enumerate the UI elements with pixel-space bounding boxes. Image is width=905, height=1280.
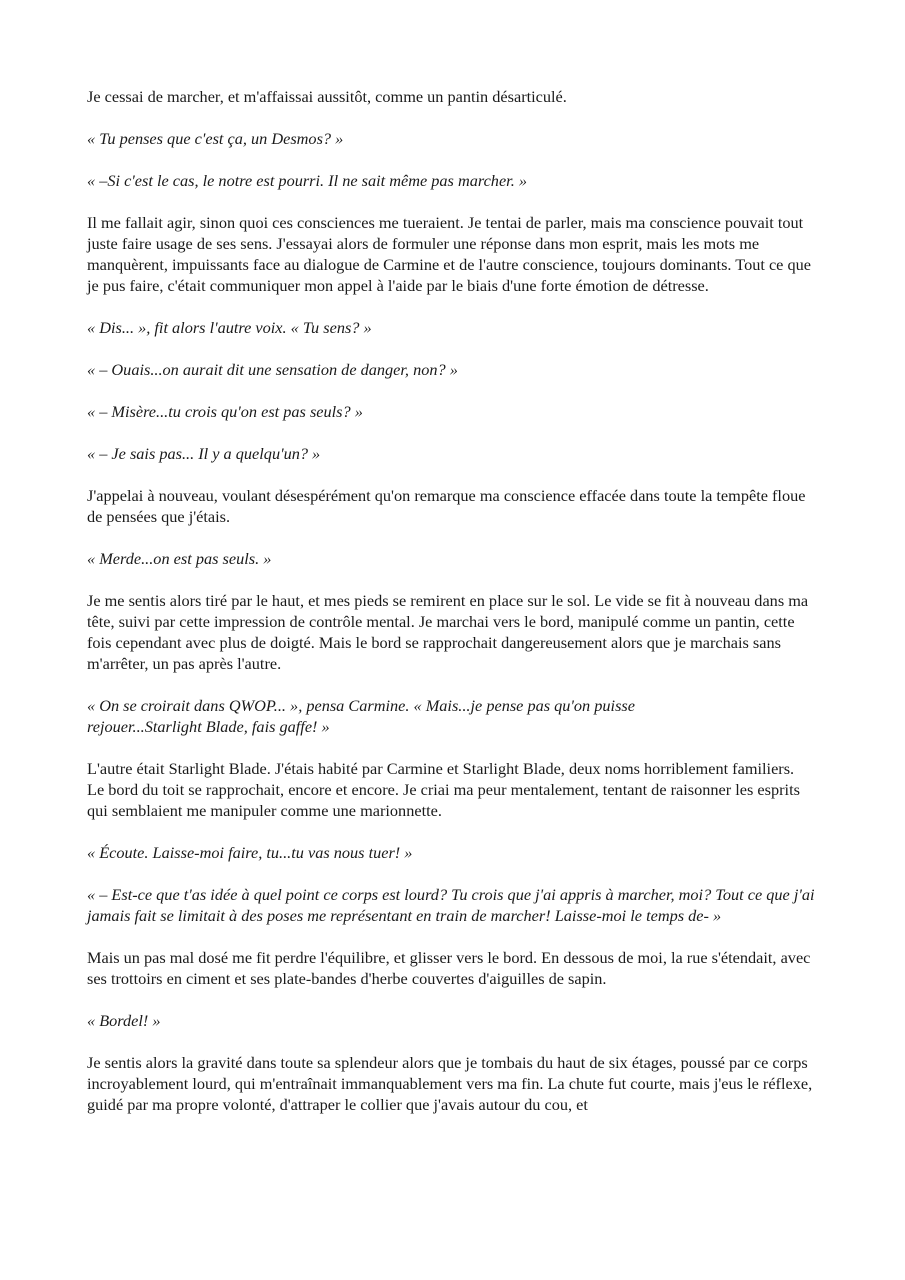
paragraph-dialogue: « On se croirait dans QWOP... », pensa Carmine. « Mais...je pense pas qu'on puisse rejouer...Starlight Blade, fais gaffe! » xyxy=(87,696,635,736)
paragraph-dialogue: « Dis... », fit alors l'autre voix. « Tu sens? » xyxy=(87,318,372,337)
paragraph-dialogue: « Merde...on est pas seuls. » xyxy=(87,549,272,568)
paragraph-narration: Je cessai de marcher, et m'affaissai aussitôt, comme un pantin désarticulé. xyxy=(87,87,567,106)
paragraph-dialogue: « – Misère...tu crois qu'on est pas seuls? » xyxy=(87,402,363,421)
paragraph-dialogue: « – Ouais...on aurait dit une sensation de danger, non? » xyxy=(87,360,458,379)
paragraph-narration: Je sentis alors la gravité dans toute sa splendeur alors que je tombais du haut de six étages, poussé par ce corps incroyablement lourd, qui m'entraînait immanquablement vers ma fin. La chute fut courte, mais j'eus le réflexe, guidé par ma propre volonté, d'attraper le collier que j'avais autour du cou, et xyxy=(87,1053,813,1114)
paragraph-dialogue: « – Je sais pas... Il y a quelqu'un? » xyxy=(87,444,321,463)
paragraph-dialogue: « –Si c'est le cas, le notre est pourri. Il ne sait même pas marcher. » xyxy=(87,171,527,190)
document-page xyxy=(87,86,822,1115)
paragraph-dialogue: « Bordel! » xyxy=(87,1011,161,1030)
paragraph-dialogue: « Écoute. Laisse-moi faire, tu...tu vas nous tuer! » xyxy=(87,843,413,862)
paragraph-narration: L'autre était Starlight Blade. J'étais habité par Carmine et Starlight Blade, deux noms horriblement familiers. Le bord du toit se rapprochait, encore et encore. Je criai ma peur mentalement, tentant de raisonner les esprits qui semblaient me manipuler comme une marionnette. xyxy=(87,759,800,820)
paragraph-narration: Je me sentis alors tiré par le haut, et mes pieds se remirent en place sur le sol. Le vide se fit à nouveau dans ma tête, suivi par cette impression de contrôle mental. Je marchai vers le bord, manipulé comme un pantin, cette fois cependant avec plus de doigté. Mais le bord se rapprochait dangereusement alors que je marchais sans m'arrêter, un pas après l'autre. xyxy=(87,591,809,673)
paragraph-narration: Il me fallait agir, sinon quoi ces consciences me tueraient. Je tentai de parler, mais ma conscience pouvait tout juste faire usage de ses sens. J'essayai alors de formuler une réponse dans mon esprit, mais les mots me manquèrent, impuissants face au dialogue de Carmine et de l'autre conscience, toujours dominants. Tout ce que je pus faire, c'était communiquer mon appel à l'aide par le biais d'une forte émotion de détresse. xyxy=(87,213,811,295)
paragraph-dialogue: « Tu penses que c'est ça, un Desmos? » xyxy=(87,129,344,148)
paragraph-dialogue: « – Est-ce que t'as idée à quel point ce corps est lourd? Tu crois que j'ai appris à marcher, moi? Tout ce que j'ai jamais fait se limitait à des poses me représentant en train de marcher! Laisse-moi le temps de- » xyxy=(87,885,815,925)
paragraph-narration: J'appelai à nouveau, voulant désespérément qu'on remarque ma conscience effacée dans toute la tempête floue de pensées que j'étais. xyxy=(87,486,806,526)
paragraph-narration: Mais un pas mal dosé me fit perdre l'équilibre, et glisser vers le bord. En dessous de moi, la rue s'étendait, avec ses trottoirs en ciment et ses plate-bandes d'herbe couvertes d'aiguilles de sapin. xyxy=(87,948,811,988)
